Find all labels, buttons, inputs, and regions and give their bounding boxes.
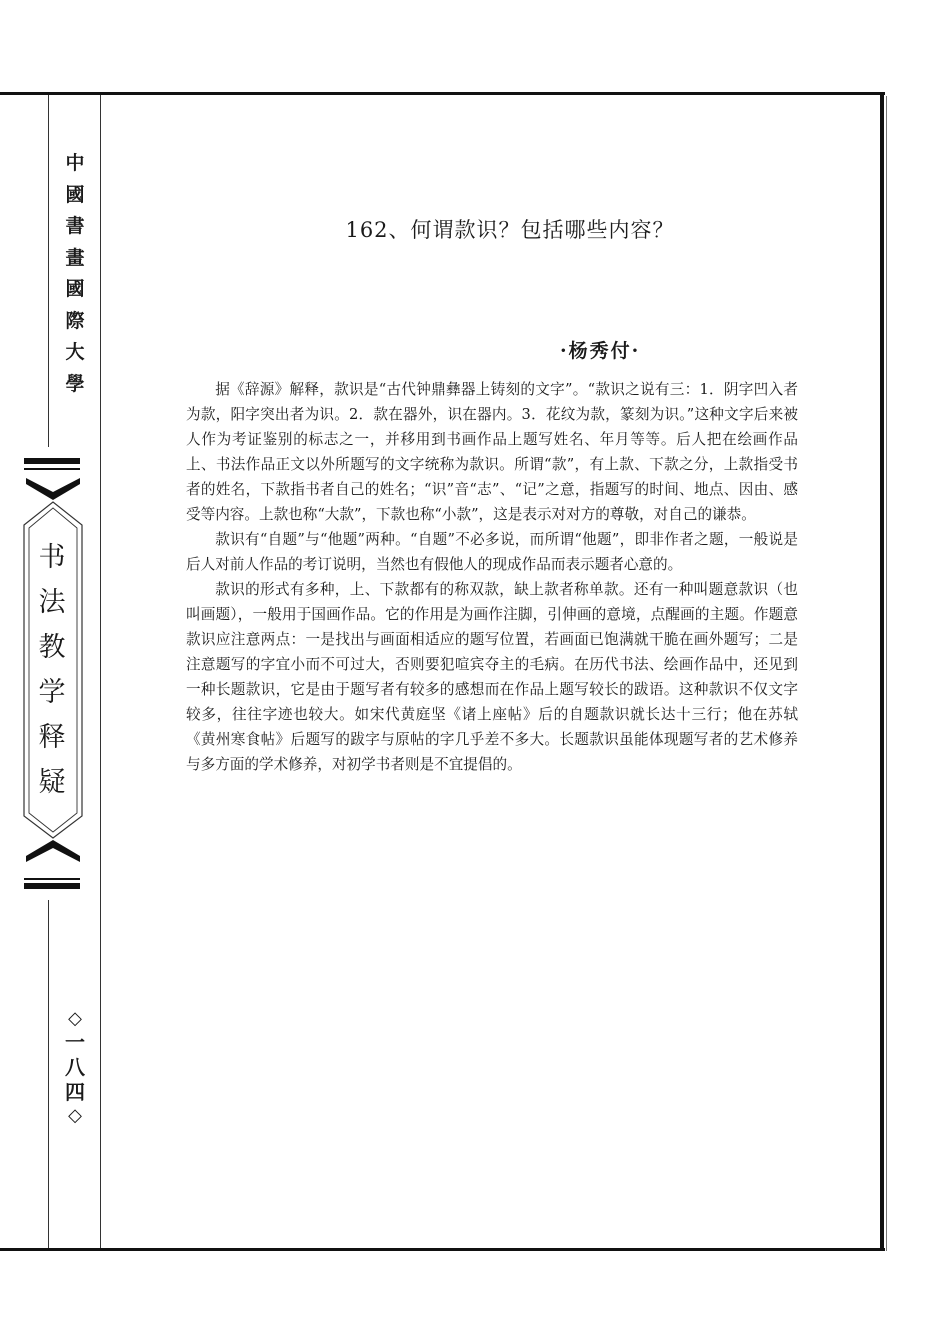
series-title-char: 中 xyxy=(65,152,85,174)
frame-top-border xyxy=(0,92,885,95)
article-paragraph: 款识有“自题”与“他题”两种。“自题”不必多说，而所谓“他题”，即非作者之题，一般说是后人对前人作品的考订说明，当然也有假他人的现成作品而表示题者心意的。 xyxy=(186,531,798,573)
page-number-digit: 四 xyxy=(65,1080,85,1104)
series-title-char: 際 xyxy=(65,309,85,332)
book-title-char: 疑 xyxy=(38,767,66,798)
article-paragraph: 据《辞源》解释，款识是“古代钟鼎彝器上铸刻的文字”。“款识之说有三：1．阴字凹入者为款，阳字突出者为识。2．款在器外，识在器内。3．花纹为款，篆刻为识。”这种文字后来被人作为考证鉴别的标志之一，并移用到书画作品上题写姓名、年月等等。后人把在绘画作品上、书法作品正文以外所题写的文字统称为款识。所谓“款”，有上款、下款之分，上款指受书者的姓名，下款指书者自己的姓名；“识”音“志”、“记”之意，指题写的时间、地点、因由、感受等内容。上款也称“大款”，下款也称“小款”，这是表示对对方的尊敬，对自己的谦恭。 xyxy=(186,381,798,523)
book-title-char: 法 xyxy=(38,587,66,618)
series-title-char: 國 xyxy=(65,278,85,300)
series-title xyxy=(48,148,102,400)
series-title-char: 大 xyxy=(65,341,85,363)
series-title-char: 學 xyxy=(65,372,85,395)
book-title-char: 教 xyxy=(38,632,66,663)
article-author: ·杨秀付· xyxy=(560,340,641,362)
page-number-digit: 一 xyxy=(65,1030,85,1054)
book-title xyxy=(24,535,80,805)
diamond-icon: ◇ xyxy=(68,1105,82,1126)
series-title-char: 畫 xyxy=(65,246,85,269)
article-paragraph: 款识的形式有多种，上、下款都有的称双款，缺上款者称单款。还有一种叫题意款识（也叫画题），一般用于国画作品。它的作用是为画作注脚，引伸画的意境，点醒画的主题。作题意款识应注意两点：一是找出与画面相适应的题写位置，若画面已饱满就干脆在画外题写；二是注意题写的字宜小而不可过大，否则要犯喧宾夺主的毛病。在历代书法、绘画作品中，还见到一种长题款识，它是由于题写者有较多的感想而在作品上题写较长的跋语。这种款识不仅文字较多，往往字迹也较大。如宋代黄庭坚《诸上座帖》后的自题款识就长达十三行；他在苏轼《黄州寒食帖》后题写的跋字与原帖的字几乎差不多大。长题款识虽能体现题写者的艺术修养与多方面的学术修养，对初学书者则是不宜提倡的。 xyxy=(186,581,798,773)
article-heading: 162、何谓款识？包括哪些内容？ xyxy=(345,218,675,242)
article-body xyxy=(186,377,798,777)
page-number-digit: 八 xyxy=(65,1055,85,1079)
series-title-char: 書 xyxy=(65,215,85,237)
frame-right-border xyxy=(880,92,884,1251)
book-title-char: 释 xyxy=(38,722,66,753)
book-title-char: 书 xyxy=(38,542,66,573)
diamond-icon: ◇ xyxy=(68,1008,82,1029)
frame-right-shadow xyxy=(886,96,887,1251)
series-title-char: 國 xyxy=(65,183,85,206)
frame-bottom-border xyxy=(0,1248,885,1251)
book-title-char: 学 xyxy=(38,677,66,708)
page-number xyxy=(48,1008,102,1127)
